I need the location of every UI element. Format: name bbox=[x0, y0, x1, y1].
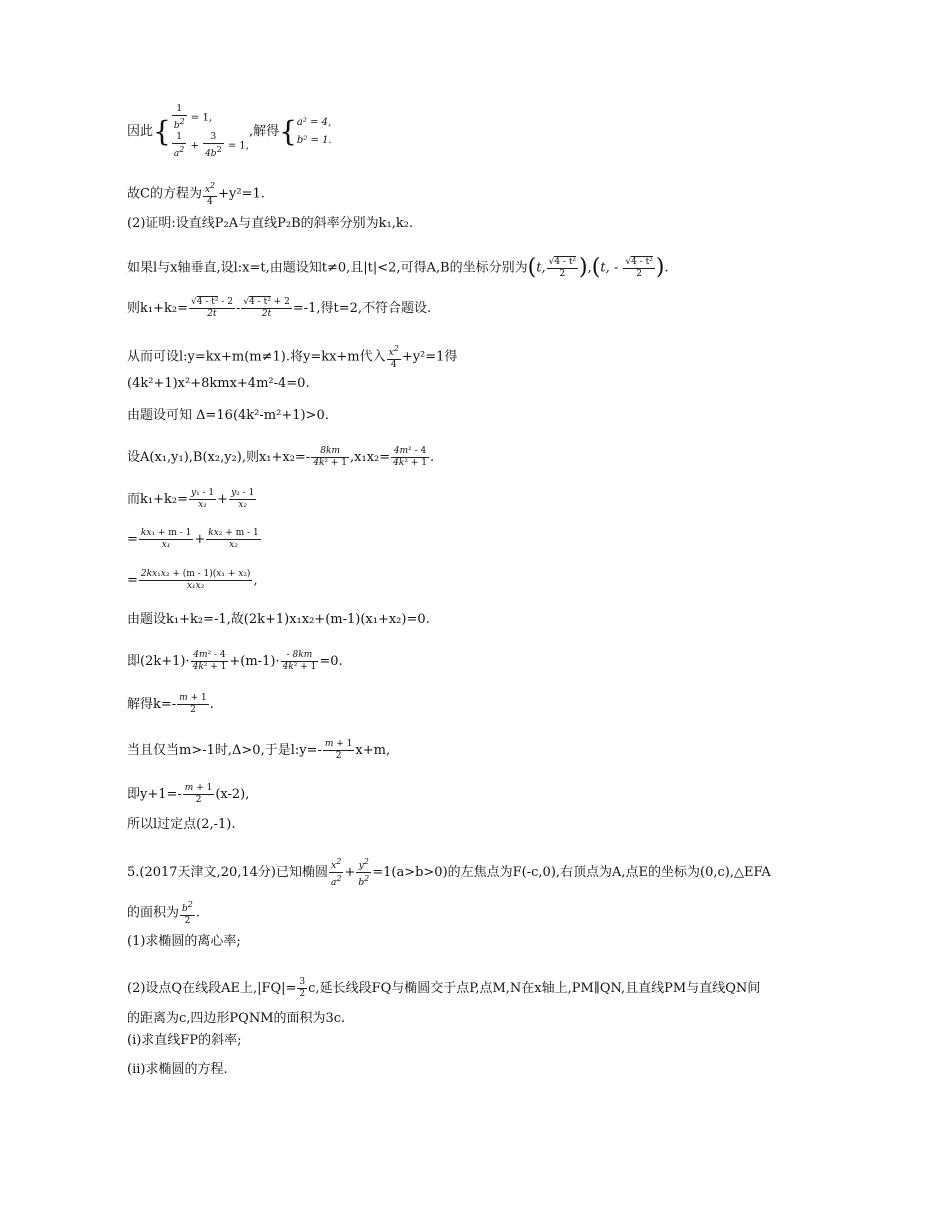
discriminant-line: 由题设可知 Δ=16(4k²-m²+1)>0. bbox=[127, 408, 329, 423]
equation-system: $\frac{1}{b^2}$ = 1, $\frac{1}{a^2}$ + $\frac{3}{4b^2}$ = 1, bbox=[173, 104, 249, 159]
line-equation: 当且仅当m>-1时,Δ>0,于是l:y=- $\frac{m + 1}{2}$ x+m, bbox=[127, 739, 391, 761]
question-2-cont: 的距离为c,四边形PQNM的面积为3c. bbox=[127, 1011, 346, 1026]
condition-line: 由题设k₁+k₂=-1,故(2k+1)x₁x₂+(m-1)(x₁+x₂)=0. bbox=[127, 612, 430, 627]
question-2-ii: (ii)求椭圆的方程. bbox=[127, 1062, 228, 1077]
proof-intro: (2)证明:设直线P₂A与直线P₂B的斜率分别为k₁,k₂. bbox=[127, 216, 414, 231]
slope-sum-line: 则k₁+k₂= $\frac{\text{√4 - t² - 2}}{2t}$ - $\frac{\text{√4 - t² + 2}}{2t}$ =-1,得t=2,不符合题设. bbox=[127, 297, 432, 319]
k-solution-line: 解得k=- $\frac{m + 1}{2}$ . bbox=[127, 693, 214, 715]
system-line: 因此{ $\frac{1}{b^2}$ = 1, $\frac{1}{a^2}$ + $\frac{3}{4b^2}$ = 1, ,解得{ a² = 4, b² = 1. bbox=[127, 104, 332, 159]
vieta-line: 设A(x₁,y₁),B(x₂,y₂),则x₁+x₂=- $\frac{8km}{\text{4k² + 1}}$ ,x₁x₂= $\frac{\text{4m² - 4}}{\text{4k² + 1}}$ . bbox=[127, 446, 435, 468]
question-2: (2)设点Q在线段AE上,|FQ|= $\frac{3}{2}$ c,延长线段FQ与椭圆交于点P,点M,N在x轴上,PM∥QN,且直线PM与直线QN间 bbox=[127, 977, 761, 999]
quadratic-line: (4k²+1)x²+8kmx+4m²-4=0. bbox=[127, 376, 310, 391]
question-1: (1)求椭圆的离心率; bbox=[127, 934, 241, 949]
solution-system: a² = 4, b² = 1. bbox=[296, 117, 332, 146]
fixed-point-line: 所以l过定点(2,-1). bbox=[127, 817, 236, 832]
problem-5-header: 5.(2017天津文,20,14分)已知椭圆 $\frac{x^2}{a^2}$ + $\frac{y^2}{b^2}$ =1(a>b>0)的左焦点为F(-c,0),右顶点为A,点E的坐标为(0,c),△EFA bbox=[127, 857, 771, 888]
slope-expansion-2: = $\frac{\text{kx₁ + m - 1}}{\text{x₁}}$ + $\frac{\text{kx₂ + m - 1}}{\text{x₂}}$ bbox=[127, 528, 259, 550]
point-slope-line: 即y+1=- $\frac{m + 1}{2}$ (x-2), bbox=[127, 783, 250, 805]
slope-expansion-3: = $\frac{\text{2kx₁x₂ + (m - 1)(x₁ + x₂)}}{\text{x₁x₂}}$ , bbox=[127, 569, 258, 591]
area-line: 的面积为 $\frac{b^2}{2}$ . bbox=[127, 900, 201, 926]
question-2-i: (i)求直线FP的斜率; bbox=[127, 1033, 242, 1048]
substitution-line: 从而可设l:y=kx+m(m≠1).将y=kx+m代入 $\frac{x^2}{4}$ +y²=1得 bbox=[127, 344, 458, 370]
solve-text: ,解得 bbox=[248, 124, 280, 139]
text-prefix: 因此 bbox=[127, 124, 154, 139]
slope-expansion-1: 而k₁+k₂= $\frac{\text{y₁ - 1}}{\text{x₁}}$ + $\frac{\text{y₂ - 1}}{\text{x₂}}$ bbox=[127, 488, 255, 510]
vertical-case: 如果l与x轴垂直,设l:x=t,由题设知t≠0,且|t|<2,可得A,B的坐标分别为(t, $\frac{\text{√4 - t²}}{2}$ ),(t, - $\frac{\text{√4 - t²}}{2}$ ). bbox=[127, 255, 669, 280]
substituted-line: 即(2k+1)· $\frac{\text{4m² - 4}}{\text{4k² + 1}}$ +(m-1)· $\frac{- 8km}{\text{4k² + 1}}$ =0. bbox=[127, 650, 343, 672]
equation-line: 故C的方程为 $\frac{x^2}{4}$ +y²=1. bbox=[127, 181, 265, 207]
